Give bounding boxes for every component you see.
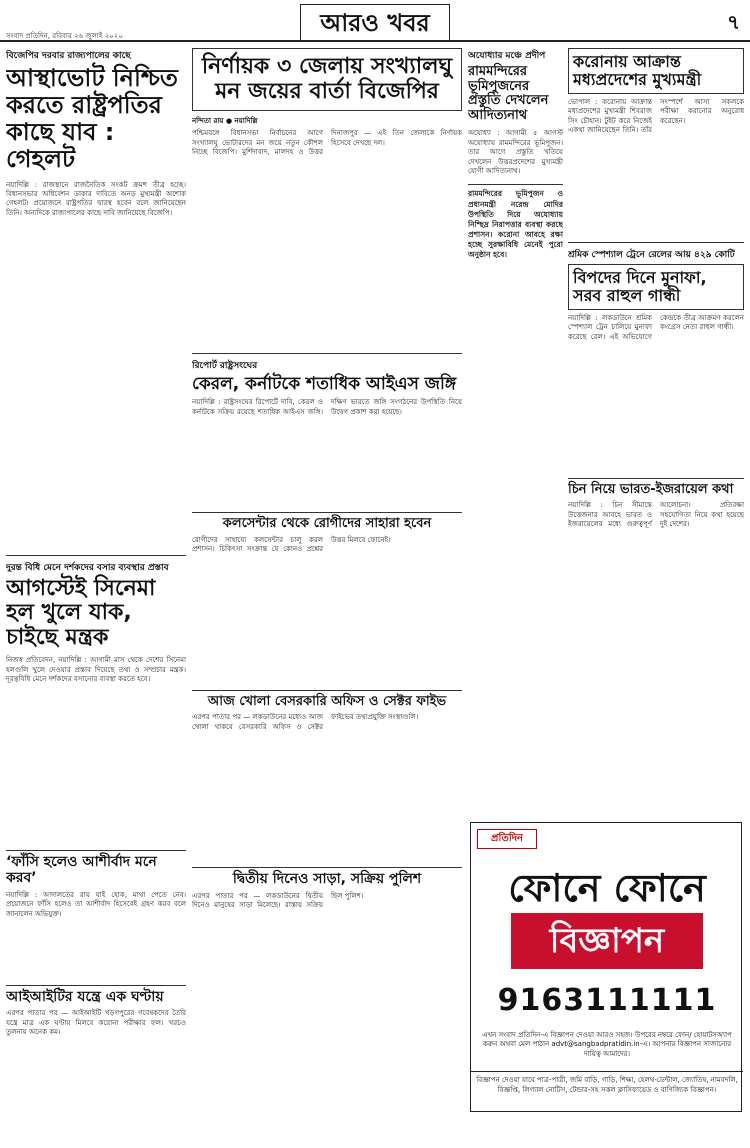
divider [6, 985, 186, 986]
story-body: এরপর পাতার পর — লকডাউনের দ্বিতীয় দিনেও মানুষের সাড়া মিলেছে। রাস্তায় সক্রিয় ছিল পুলিশ। [192, 892, 364, 910]
story-kicker: অযোধ্যার মঞ্চে প্রদীপ [468, 51, 546, 61]
story-headline: করোনায় আক্রান্ত মধ্যপ্রদেশের মুখ্যমন্ত্রী [568, 48, 744, 94]
story-headline: কলসেন্টার থেকে রোগীদের সাহারা হবেন [222, 516, 432, 532]
story-body: এরপর পাতার পর — লকডাউনের মধ্যেও আজ খোলা থাকবে বেসরকারি অফিস ও সেক্টর ফাইভের তথ্যপ্রযুক্তি সংস্থাগুলি। [192, 713, 419, 731]
story-iit [6, 990, 186, 1038]
ad-headline: ফোনে ফোনে [508, 866, 706, 910]
story-kicker: রিপোর্ট রাষ্ট্রসংঘের [192, 361, 258, 372]
story-gehlot [6, 48, 186, 551]
page-header [0, 0, 750, 42]
ad-phone-number: 9163111111 [497, 983, 717, 1018]
story-rahul [568, 247, 744, 474]
divider [6, 850, 186, 851]
story-headline: আগস্টেই সিনেমা হল খুলে যাক, চাইছে মন্ত্রক [6, 575, 156, 650]
divider [468, 184, 563, 185]
divider [192, 690, 462, 691]
story-india-israel [568, 483, 744, 530]
story-headline: আইআইটির যন্ত্রে এক ঘণ্টায় [6, 988, 164, 1005]
story-headline: কেরল, কর্নাটকে শতাধিক আইএস জঙ্গি [192, 374, 457, 395]
ad-description: এখন সংবাদ প্রতিদিন-এ বিজ্ঞাপন দেওয়া আরও সহজ। উপরের নম্বরে ফোন/ হোয়াটসঅ্যাপ করুন অথবা মেল পাঠান advt@sangbadpratidin.in-এ। আপনার বিজ্ঞাপন সাজানোর দায়িত্ব আমাদের। [482, 1031, 732, 1058]
story-byline: নন্দিতা রায় ● নয়াদিল্লি [192, 117, 258, 126]
story-cinema [6, 560, 186, 847]
ad-footer: বিজ্ঞাপন দেওয়া যাবে পাত্র-পাত্রী, জমি বাড়ি, গাড়ি, শিক্ষা, হেলথ-ডেন্টাল, জ্যোতিষ, নামবদলি, বিজ্ঞপ্তি, লিগ্যাল নোটিস, টেন্ডার-সহ সকল ক্লাসিফায়েড ও বাণিজ্যিক বিজ্ঞাপন। [471, 1071, 743, 1113]
story-mp-cm [568, 48, 744, 238]
story-offices [192, 695, 462, 864]
story-body: নিজস্ব প্রতিবেদন, নয়াদিল্লি : আগামী মাস থেকে দেশের সিনেমা হলগুলি খুলে দেওয়ার প্রস্তাব দিয়েছে তথ্য ও সম্প্রচার মন্ত্রক। দূরত্ববিধি মেনে দর্শকদের বসানোর ব্যবস্থা করতে হবে। [6, 656, 186, 684]
ad-banner: বিজ্ঞাপন [511, 913, 703, 969]
story-headline: চিন নিয়ে ভারত-ইজরায়েল কথা [568, 481, 734, 497]
divider [192, 867, 462, 868]
story-headline: রামমন্দিরের ভূমিপুজনের প্রস্তুতি দেখলেন আদিত্যনাথ [468, 64, 549, 123]
story-is-terror [192, 358, 462, 508]
story-body: নয়াদিল্লি : রাষ্ট্রসংঘের রিপোর্টে দাবি, কেরল ও কর্নাটকে সক্রিয় রয়েছে শতাধিক আইএস জঙ্গি। দক্ষিণ ভারতে জঙ্গি সংগঠনের উপস্থিতি নিয়ে উদ্বেগ প্রকাশ করা হয়েছে। [192, 398, 462, 416]
story-body: রোগীদের সাহায্যে কলসেন্টার চালু করল প্রশাসন। চিকিৎসা সংক্রান্ত যে কোনও প্রশ্নের উত্তর মিলবে ফোনেই। [192, 535, 391, 554]
story-headline: আস্থাভোট নিশ্চিত করতে রাষ্ট্রপতির কাছে যাব : গেহলট [6, 64, 178, 173]
story-call-centre [192, 517, 462, 686]
story-body: নয়াদিল্লি : আদালতের রায় যাই হোক, মাথা পেতে নেব। প্রয়োজনে ফাঁসি হলেও তা আশীর্বাদ হিসেবেই গ্রহণ করব বলে জানালেন অভিযুক্ত। [6, 890, 186, 918]
story-body: অযোধ্যা : আগামী ৫ আগস্ট অযোধ্যায় রামমন্দিরের ভূমিপুজন। তার আগে প্রস্তুতি খতিয়ে দেখলেন উত্তরপ্রদেশের মুখ্যমন্ত্রী যোগী আদিত্যনাথ। [468, 129, 563, 175]
column-right [568, 48, 744, 818]
publication-date: সংবাদ প্রতিদিন, রবিবার ২৬ জুলাই ২০২০ [6, 32, 123, 40]
story-bjp-minority [192, 48, 462, 349]
advertisement [470, 822, 742, 1112]
story-kicker: বিজেপির দরবার রাজ্যপালের কাছে [6, 51, 131, 61]
story-headline: ‘ফাঁসি হলেও আশীর্বাদ মনে করব’ [6, 854, 157, 887]
section-title: আরও খবর [300, 4, 450, 40]
story-headline: দ্বিতীয় দিনেও সাড়া, সক্রিয় পুলিশ [232, 871, 422, 888]
story-kicker: শ্রমিক স্পেশ্যাল ট্রেনে রেলের আয় ৪২৯ কোটি [568, 249, 735, 260]
column-ayodhya [468, 48, 563, 568]
divider [192, 353, 462, 354]
column-left [6, 48, 186, 1142]
divider [6, 555, 186, 556]
divider [568, 478, 744, 479]
story-pullquote: রামমন্দিরের ভূমিপুজন ও প্রধানমন্ত্রী নরেন্দ্র মোদির উপস্থিতি দিয়ে অযোধ্যায় নিশ্ছিদ্র নিরাপত্তার ব্যবস্থা করছে প্রশাসন। করোনা আবহে রক্ষা হচ্ছে সুরক্ষাবিধি মেনেই পুরো অনুষ্ঠান হবে। [468, 189, 563, 260]
story-headline: বিপদের দিনে মুনাফা, সরব রাহুল গান্ধী [568, 264, 744, 310]
brand-logo: প্রতিদিন [477, 829, 537, 849]
divider [568, 242, 744, 243]
page-number: ৭ [726, 10, 740, 34]
story-body: নয়াদিল্লি : চিন সীমান্তে উত্তেজনার আবহে ভারত ও ইজরায়েলের মধ্যে গুরুত্বপূর্ণ আলোচনা। প্রতিরক্ষা সহযোগিতা নিয়ে কথা হয়েছে দুই দেশের। [568, 501, 744, 529]
story-headline: আজ খোলা বেসরকারি অফিস ও সেক্টর ফাইভ [207, 693, 447, 709]
divider [192, 512, 462, 513]
story-hanging [6, 855, 186, 980]
story-body: নয়াদিল্লি : লকডাউনে শ্রমিক স্পেশ্যাল ট্রেন চালিয়ে মুনাফা করেছে রেল। এই অভিযোগে কেন্দ্রকে তীব্র আক্রমণ করলেন কংগ্রেস নেতা রাহুল গান্ধী। [568, 313, 744, 341]
story-body: ভোপাল : করোনায় আক্রান্ত মধ্যপ্রদেশের মুখ্যমন্ত্রী শিবরাজ সিং চৌহান। টুইট করে নিজেই একথা জানিয়েছেন তিনি। তাঁর সংস্পর্শে আসা সকলকে পরীক্ষা করানোর অনুরোধ করেছেন। [568, 97, 744, 135]
story-headline: নির্ণায়ক ৩ জেলায় সংখ্যালঘু মন জয়ের বার্তা বিজেপির [192, 48, 462, 111]
story-police [192, 872, 462, 911]
story-body: এরপর পাতার পর — আইআইটি খড়গপুরের গবেষকদের তৈরি যন্ত্রে মাত্র এক ঘণ্টায় মিলবে করোনা পরীক্ষার ফল। খরচও তুলনায় অনেক কম। [6, 1009, 186, 1037]
column-center [192, 48, 462, 1142]
story-kicker: দুরন্ত বিধি মেনে দর্শকদের বসার ব্যবস্থার প্রস্তাব [6, 562, 169, 573]
story-body: পশ্চিমবঙ্গে বিধানসভা নির্বাচনের আগে সংখ্যালঘু ভোটারদের মন জয়ে নতুন কৌশল নিচ্ছে বিজেপি। মুর্শিদাবাদ, মালদহ ও উত্তর দিনাজপুর — এই তিন জেলাকে নির্ণায়ক হিসেবে দেখছে দল। [192, 129, 462, 157]
story-body: নয়াদিল্লি : রাজস্থানে রাজনৈতিক সংকট ক্রমশ তীব্র হচ্ছে। বিধানসভার অধিবেশন ডাকার দাবিতে অনড় মুখ্যমন্ত্রী অশোক গেহলট। প্রয়োজনে রাষ্ট্রপতির দ্বারস্থ হবেন বলে জানিয়েছেন তিনি। অন্যদিকে রাজ্যপালের কাছে দাবি জানিয়েছে বিজেপি। [6, 180, 186, 217]
